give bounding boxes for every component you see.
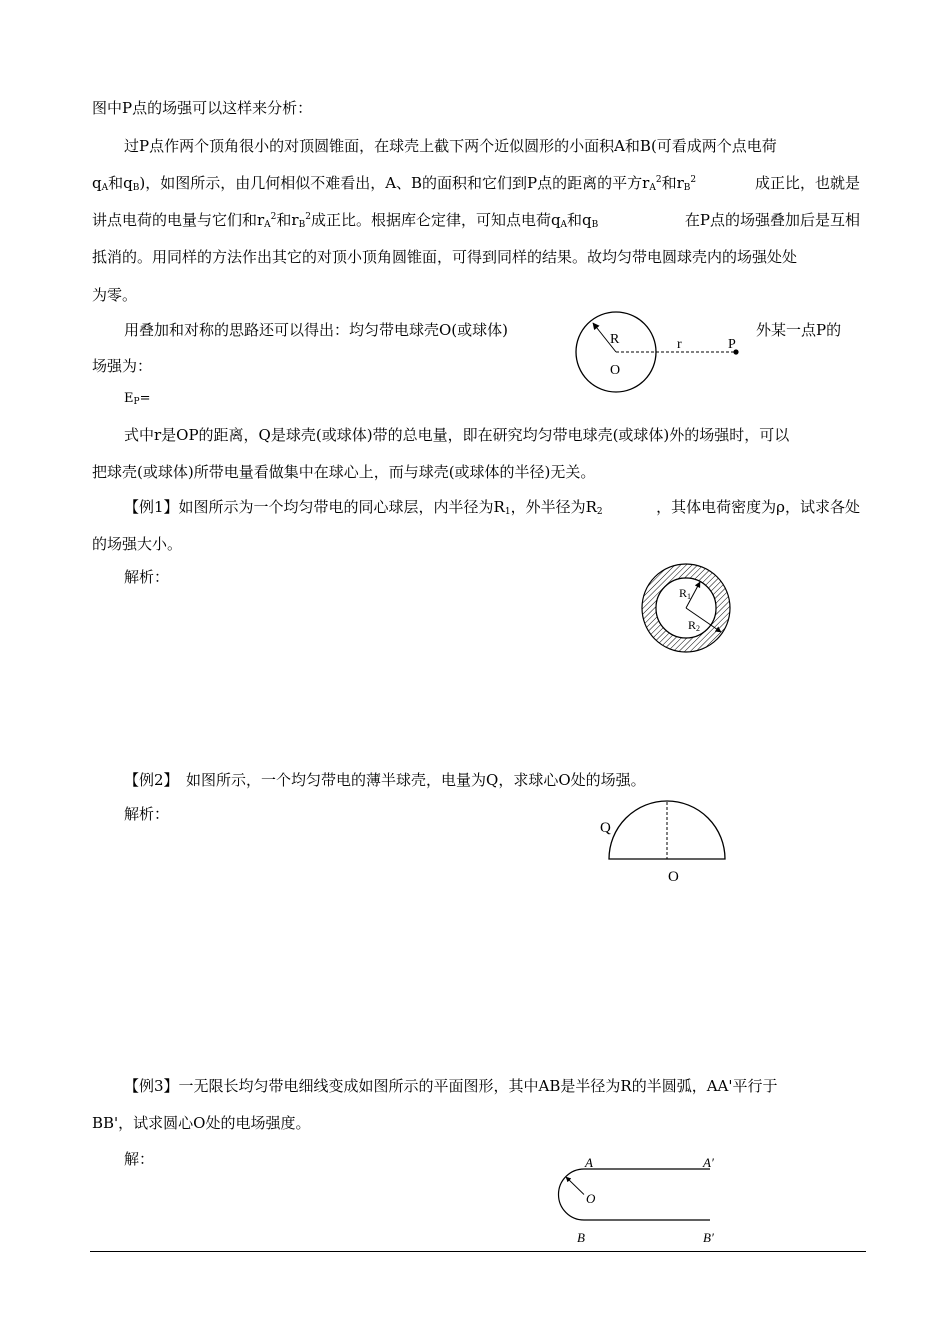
label-o: O — [668, 869, 679, 885]
text-segment: 【例1】如图所示为一个均匀带电的同心球层，内半径为$R_1$，外半径为$R_2$ — [124, 498, 603, 517]
label-o: O — [586, 1191, 596, 1206]
para-cone-line-2 — [92, 173, 860, 193]
radius-arrow — [566, 1177, 584, 1195]
hemisphere-figure — [596, 800, 736, 890]
para-cone-line-5: 为零。 — [92, 286, 138, 304]
example2-line: 【例2】 如图所示，一个均匀带电的薄半球壳，电量为Q，求球心O处的场强。 — [124, 771, 646, 789]
para-cone-line-3 — [92, 210, 860, 230]
text-segment: 讲点电荷的电量与它们和$r_A^2$和$r_B^2$成正比。根据库仑定律，可知点电荷$q_A$和$q_B$ — [92, 211, 599, 230]
spherical-layer-figure — [638, 562, 738, 654]
label-r-radius: R — [610, 332, 620, 347]
label-q: Q — [600, 820, 611, 836]
para-intro: 图中P点的场强可以这样来分析： — [92, 99, 313, 117]
text-segment-end: ，其体电荷密度为ρ，试求各处 — [656, 498, 860, 516]
para-note-line-1: 式中r是OP的距离，Q是球壳(或球体)带的总电量，即在研究均匀带电球壳(或球体)外的场强时，可以 — [124, 426, 790, 444]
text-segment-end: 在P点的场强叠加后是互相 — [684, 211, 860, 229]
label-p: P — [728, 337, 736, 352]
label-b-prime: B′ — [703, 1230, 714, 1245]
example1-solution-label: 解析： — [124, 568, 170, 586]
label-o: O — [610, 363, 621, 378]
para-note-line-2: 把球壳(或球体)所带电量看做集中在球心上，而与球壳(或球体的半径)无关。 — [92, 463, 596, 481]
example3-solution-label: 解： — [124, 1150, 155, 1168]
field-formula-label: $E_P=$ — [124, 391, 151, 407]
example1-line-2: 的场强大小。 — [92, 535, 183, 553]
label-b: B — [577, 1230, 585, 1245]
label-r1: R1 — [679, 586, 692, 601]
footer-rule — [90, 1251, 866, 1252]
para-cone-line-1: 过P点作两个顶角很小的对顶圆锥面，在球壳上截下两个近似圆形的小面积A和B(可看成两个点电荷 — [124, 137, 777, 155]
para-cone-line-4: 抵消的。用同样的方法作出其它的对顶小顶角圆锥面，可得到同样的结果。故均匀带电圆球壳内的场强处处 — [92, 248, 798, 266]
semicircle-arc — [559, 1169, 585, 1220]
example3-line-1: 【例3】一无限长均匀带电细线变成如图所示的平面图形，其中AB是半径为R的半圆弧，AA'平行于 — [124, 1077, 778, 1095]
example3-line-2: BB'，试求圆心O处的电场强度。 — [92, 1114, 311, 1132]
example2-solution-label: 解析： — [124, 805, 170, 823]
label-a: A — [585, 1155, 593, 1170]
example1-line-1 — [124, 497, 860, 517]
para-outside-line-2: 场强为： — [92, 357, 153, 375]
para-outside-line-1-left: 用叠加和对称的思路还可以得出：均匀带电球壳O(或球体) — [124, 321, 509, 339]
sphere-field-figure — [570, 310, 750, 400]
text-segment-end: 成正比，也就是 — [754, 174, 860, 192]
para-outside-line-1-right: 外某一点P的 — [756, 321, 842, 339]
semicircle-lines-figure — [552, 1150, 727, 1245]
label-r-distance: r — [677, 337, 682, 352]
label-a-prime: A′ — [703, 1155, 714, 1170]
text-segment: $q_A$和$q_B$)，如图所示，由几何相似不难看出，A、B的面积和它们到P点的距离的平方$r_A^2$和$r_B^2$ — [92, 174, 697, 193]
label-r2: R2 — [688, 618, 701, 633]
